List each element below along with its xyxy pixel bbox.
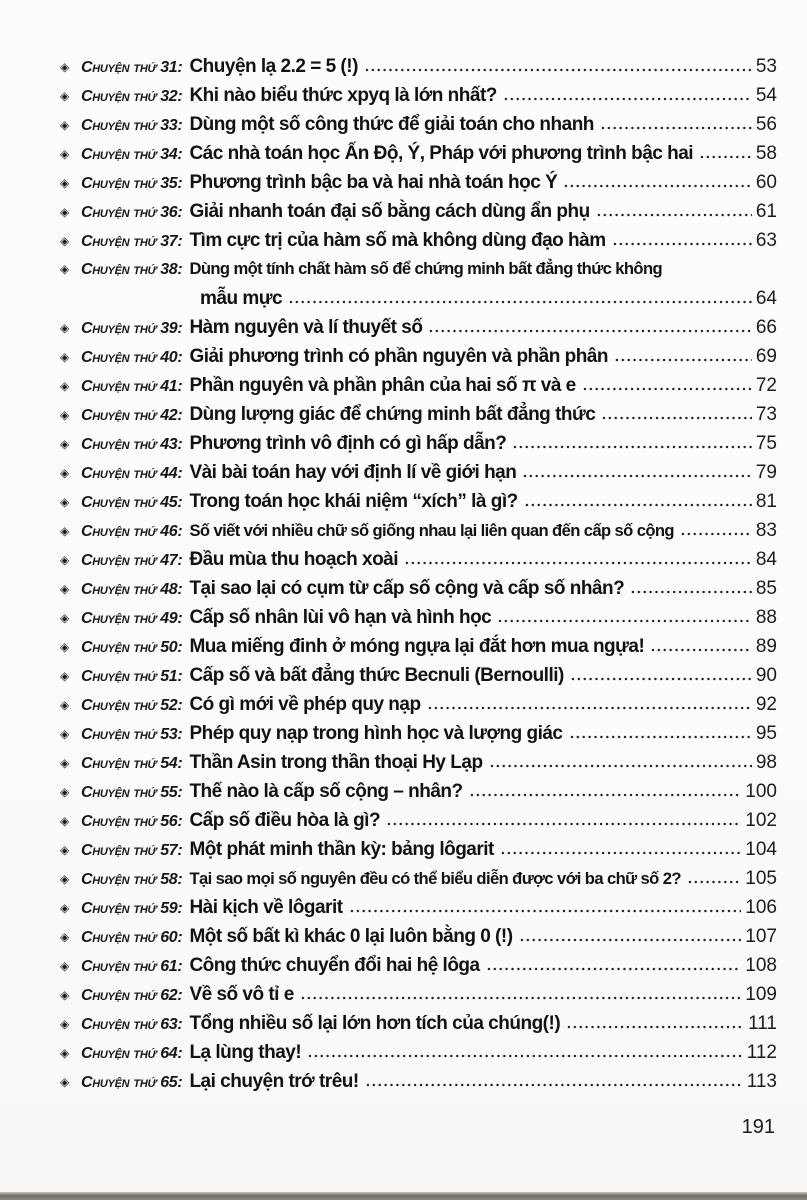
toc-entry (60, 810, 777, 839)
toc-entry (60, 897, 777, 926)
dot-leader (650, 640, 752, 652)
page-bottom-edge (0, 1192, 807, 1200)
entry-page-number: 56 (755, 114, 777, 135)
entry-title: Chuyện lạ 2.2 = 5 (!) (189, 56, 358, 77)
entry-page-number: 105 (745, 868, 777, 889)
entry-page-number: 112 (746, 1042, 777, 1063)
entry-page-number: 95 (755, 723, 777, 744)
entry-title: Giải nhanh toán đại số bằng cách dùng ẩn phụ (189, 201, 590, 222)
entry-chapter-label: Chuyện thứ 46: (81, 523, 183, 540)
entry-chapter-label: Chuyện thứ 65: (81, 1074, 183, 1091)
entry-page-number: 64 (755, 288, 777, 309)
entry-title: Đầu mùa thu hoạch xoài (189, 549, 399, 570)
entry-title: Tại sao mọi số nguyên đều có thể biểu diễn được với ba chữ số 2? (189, 869, 681, 888)
entry-page-number: 72 (755, 375, 777, 396)
entry-chapter-label: Chuyện thứ 31: (81, 59, 183, 76)
entry-page-number: 79 (755, 462, 777, 483)
dot-leader (699, 147, 752, 159)
entry-page-number: 85 (755, 578, 777, 599)
dot-leader (365, 1075, 743, 1087)
toc-entry (60, 694, 777, 723)
diamond-bullet-icon: ◈ (60, 872, 70, 886)
entry-chapter-label: Chuyện thứ 37: (81, 233, 183, 250)
dot-leader (600, 118, 752, 130)
diamond-bullet-icon: ◈ (60, 176, 70, 190)
entry-chapter-label: Chuyện thứ 54: (81, 755, 183, 772)
entry-page-number: 61 (755, 201, 777, 222)
entry-page-number: 98 (755, 752, 777, 773)
toc-entry (60, 201, 777, 230)
dot-leader (364, 60, 752, 72)
dot-leader (307, 1046, 743, 1058)
entry-page-number: 58 (755, 143, 777, 164)
entry-title: Tại sao lại có cụm từ cấp số cộng và cấp số nhân? (189, 578, 625, 599)
dot-leader (486, 959, 742, 971)
diamond-bullet-icon: ◈ (60, 60, 70, 74)
entry-title: Cấp số và bất đẳng thức Becnuli (Bernoulli) (189, 665, 564, 686)
dot-leader (596, 205, 752, 217)
entry-title: Dùng lượng giác để chứng minh bất đẳng thức (189, 404, 596, 425)
diamond-bullet-icon: ◈ (60, 814, 70, 828)
toc-entry (60, 259, 777, 288)
entry-page-number: 104 (745, 839, 777, 860)
entry-chapter-label: Chuyện thứ 55: (81, 784, 183, 801)
diamond-bullet-icon: ◈ (60, 495, 70, 509)
diamond-bullet-icon: ◈ (60, 727, 70, 741)
entry-chapter-label: Chuyện thứ 49: (81, 610, 183, 627)
entry-chapter-label: Chuyện thứ 56: (81, 813, 183, 830)
entry-title: Mua miếng đinh ở móng ngựa lại đắt hơn mua ngựa! (189, 636, 645, 657)
dot-leader (563, 176, 752, 188)
entry-page-number: 111 (748, 1013, 777, 1034)
entry-chapter-label: Chuyện thứ 47: (81, 552, 183, 569)
entry-title: Một phát minh thần kỳ: bảng lôgarit (189, 839, 494, 860)
toc-entry (60, 143, 777, 172)
toc-entry (60, 346, 777, 375)
diamond-bullet-icon: ◈ (60, 205, 70, 219)
toc-entry (60, 868, 777, 897)
entry-title: Thế nào là cấp số cộng – nhân? (189, 781, 463, 802)
entry-page-number: 81 (755, 491, 777, 512)
dot-leader (524, 495, 752, 507)
entry-chapter-label: Chuyện thứ 34: (81, 146, 183, 163)
diamond-bullet-icon: ◈ (60, 930, 70, 944)
entry-chapter-label: Chuyện thứ 52: (81, 697, 183, 714)
diamond-bullet-icon: ◈ (60, 379, 70, 393)
entry-page-number: 53 (755, 56, 777, 77)
dot-leader (582, 379, 752, 391)
dot-leader (566, 1017, 744, 1029)
entry-page-number: 108 (745, 955, 777, 976)
entry-chapter-label: Chuyện thứ 44: (81, 465, 183, 482)
toc-entry-continuation (60, 288, 777, 317)
entry-title: Giải phương trình có phần nguyên và phần phân (189, 346, 608, 367)
entry-page-number: 88 (755, 607, 777, 628)
entry-title: Lạ lùng thay! (189, 1042, 302, 1063)
entry-title: Một số bất kì khác 0 lại luôn bằng 0 (!) (189, 926, 513, 947)
toc-entry (60, 984, 777, 1013)
diamond-bullet-icon: ◈ (60, 466, 70, 480)
entry-title: Dùng một số công thức để giải toán cho nhanh (189, 114, 594, 135)
entry-title: Tìm cực trị của hàm số mà không dùng đạo hàm (189, 230, 606, 251)
dot-leader (601, 408, 752, 420)
toc-entry (60, 114, 777, 143)
diamond-bullet-icon: ◈ (60, 785, 70, 799)
toc-entry (60, 375, 777, 404)
diamond-bullet-icon: ◈ (60, 262, 70, 276)
entry-chapter-label: Chuyện thứ 53: (81, 726, 183, 743)
entry-page-number: 92 (755, 694, 777, 715)
toc-entry (60, 172, 777, 201)
toc-entry (60, 1042, 777, 1071)
diamond-bullet-icon: ◈ (60, 408, 70, 422)
diamond-bullet-icon: ◈ (60, 901, 70, 915)
toc-entry (60, 56, 777, 85)
entry-chapter-label: Chuyện thứ 51: (81, 668, 183, 685)
toc-entry (60, 839, 777, 868)
dot-leader (300, 988, 741, 1000)
diamond-bullet-icon: ◈ (60, 553, 70, 567)
diamond-bullet-icon: ◈ (60, 959, 70, 973)
toc-entry (60, 520, 777, 549)
toc-entry (60, 578, 777, 607)
dot-leader (489, 756, 752, 768)
entry-title: Khi nào biểu thức xpyq là lớn nhất? (189, 85, 497, 106)
entry-page-number: 84 (755, 549, 777, 570)
entry-chapter-label: Chuyện thứ 60: (81, 929, 183, 946)
toc-entry (60, 665, 777, 694)
entry-page-number: 100 (745, 781, 777, 802)
toc-entry (60, 549, 777, 578)
dot-leader (497, 611, 752, 623)
entry-title: Tổng nhiều số lại lớn hơn tích của chúng(!) (189, 1013, 561, 1034)
entry-title: Trong toán học khái niệm “xích” là gì? (189, 491, 518, 512)
diamond-bullet-icon: ◈ (60, 234, 70, 248)
dot-leader (614, 350, 752, 362)
entry-page-number: 107 (745, 926, 777, 947)
entry-chapter-label: Chuyện thứ 39: (81, 320, 183, 337)
toc-entry (60, 781, 777, 810)
entry-page-number: 73 (755, 404, 777, 425)
entry-chapter-label: Chuyện thứ 40: (81, 349, 183, 366)
dot-leader (404, 553, 752, 565)
dot-leader (349, 901, 742, 913)
diamond-bullet-icon: ◈ (60, 524, 70, 538)
diamond-bullet-icon: ◈ (60, 1017, 70, 1031)
diamond-bullet-icon: ◈ (60, 698, 70, 712)
page-number: 191 (741, 1116, 775, 1138)
dot-leader (469, 785, 742, 797)
toc-entry (60, 926, 777, 955)
entry-chapter-label: Chuyện thứ 61: (81, 958, 183, 975)
toc-entry (60, 404, 777, 433)
entry-title-continued: mẫu mực (200, 288, 283, 309)
diamond-bullet-icon: ◈ (60, 843, 70, 857)
toc-entry (60, 1013, 777, 1042)
entry-page-number: 89 (755, 636, 777, 657)
toc-entry (60, 462, 777, 491)
entry-title: Số viết với nhiều chữ số giống nhau lại liên quan đến cấp số cộng (189, 521, 674, 540)
diamond-bullet-icon: ◈ (60, 147, 70, 161)
entry-title: Phép quy nạp trong hình học và lượng giác (189, 723, 563, 744)
diamond-bullet-icon: ◈ (60, 640, 70, 654)
entry-title: Vài bài toán hay với định lí về giới hạn (189, 462, 517, 483)
diamond-bullet-icon: ◈ (60, 321, 70, 335)
diamond-bullet-icon: ◈ (60, 437, 70, 451)
entry-title: Phương trình bậc ba và hai nhà toán học Ý (189, 172, 558, 193)
entry-title: Về số vô tỉ e (189, 984, 294, 1005)
dot-leader (503, 89, 752, 101)
diamond-bullet-icon: ◈ (60, 350, 70, 364)
entry-page-number: 69 (755, 346, 777, 367)
toc-entry (60, 491, 777, 520)
dot-leader (288, 292, 752, 304)
entry-chapter-label: Chuyện thứ 58: (81, 871, 183, 888)
entry-chapter-label: Chuyện thứ 62: (81, 987, 183, 1004)
dot-leader (386, 814, 741, 826)
toc-entry (60, 1071, 777, 1100)
entry-chapter-label: Chuyện thứ 63: (81, 1016, 183, 1033)
entry-chapter-label: Chuyện thứ 43: (81, 436, 183, 453)
dot-leader (680, 524, 752, 536)
toc-entry (60, 607, 777, 636)
diamond-bullet-icon: ◈ (60, 988, 70, 1002)
toc-entry (60, 636, 777, 665)
dot-leader (428, 321, 751, 333)
toc-entry (60, 723, 777, 752)
entry-title: Thần Asin trong thần thoại Hy Lạp (189, 752, 483, 773)
diamond-bullet-icon: ◈ (60, 1075, 70, 1089)
diamond-bullet-icon: ◈ (60, 118, 70, 132)
entry-title: Dùng một tính chất hàm số để chứng minh bất đẳng thức không (189, 259, 663, 278)
entry-chapter-label: Chuyện thứ 38: (81, 261, 183, 278)
entry-chapter-label: Chuyện thứ 57: (81, 842, 183, 859)
toc-entry (60, 752, 777, 781)
entry-chapter-label: Chuyện thứ 45: (81, 494, 183, 511)
entry-title: Phần nguyên và phần phân của hai số π và e (189, 375, 576, 396)
entry-title: Các nhà toán học Ấn Độ, Ý, Pháp với phương trình bậc hai (189, 143, 694, 164)
entry-page-number: 66 (755, 317, 777, 338)
entry-title: Lại chuyện trớ trêu! (189, 1071, 359, 1092)
entry-title: Hàm nguyên và lí thuyết số (189, 317, 423, 338)
entry-title: Phương trình vô định có gì hấp dẫn? (189, 433, 507, 454)
entry-page-number: 106 (745, 897, 777, 918)
dot-leader (519, 930, 742, 942)
entry-chapter-label: Chuyện thứ 42: (81, 407, 183, 424)
entry-page-number: 102 (745, 810, 777, 831)
diamond-bullet-icon: ◈ (60, 89, 70, 103)
dot-leader (687, 872, 741, 884)
entry-chapter-label: Chuyện thứ 50: (81, 639, 183, 656)
entry-chapter-label: Chuyện thứ 59: (81, 900, 183, 917)
diamond-bullet-icon: ◈ (60, 582, 70, 596)
entry-title: Hài kịch về lôgarit (189, 897, 343, 918)
diamond-bullet-icon: ◈ (60, 756, 70, 770)
toc-entry (60, 955, 777, 984)
dot-leader (512, 437, 752, 449)
entry-chapter-label: Chuyện thứ 32: (81, 88, 183, 105)
entry-chapter-label: Chuyện thứ 33: (81, 117, 183, 134)
entry-page-number: 83 (755, 520, 777, 541)
entry-chapter-label: Chuyện thứ 35: (81, 175, 183, 192)
dot-leader (522, 466, 752, 478)
entry-chapter-label: Chuyện thứ 41: (81, 378, 183, 395)
toc-entry (60, 230, 777, 259)
entry-chapter-label: Chuyện thứ 36: (81, 204, 183, 221)
toc-entry (60, 317, 777, 346)
dot-leader (630, 582, 752, 594)
entry-title: Công thức chuyển đổi hai hệ lôga (189, 955, 480, 976)
entry-page-number: 109 (745, 984, 777, 1005)
dot-leader (570, 669, 752, 681)
entry-chapter-label: Chuyện thứ 48: (81, 581, 183, 598)
dot-leader (427, 698, 752, 710)
entry-title: Có gì mới về phép quy nạp (189, 694, 421, 715)
diamond-bullet-icon: ◈ (60, 1046, 70, 1060)
entry-page-number: 54 (755, 85, 777, 106)
toc-entry (60, 433, 777, 462)
entry-page-number: 90 (755, 665, 777, 686)
entry-page-number: 63 (755, 230, 777, 251)
entry-title: Cấp số điều hòa là gì? (189, 810, 381, 831)
dot-leader (612, 234, 752, 246)
dot-leader (500, 843, 741, 855)
entry-page-number: 60 (755, 172, 777, 193)
entry-title: Cấp số nhân lùi vô hạn và hình học (189, 607, 492, 628)
entry-chapter-label: Chuyện thứ 64: (81, 1045, 183, 1062)
entry-page-number: 113 (746, 1071, 777, 1092)
toc-entry (60, 85, 777, 114)
diamond-bullet-icon: ◈ (60, 611, 70, 625)
diamond-bullet-icon: ◈ (60, 669, 70, 683)
entry-page-number: 75 (755, 433, 777, 454)
dot-leader (569, 727, 752, 739)
